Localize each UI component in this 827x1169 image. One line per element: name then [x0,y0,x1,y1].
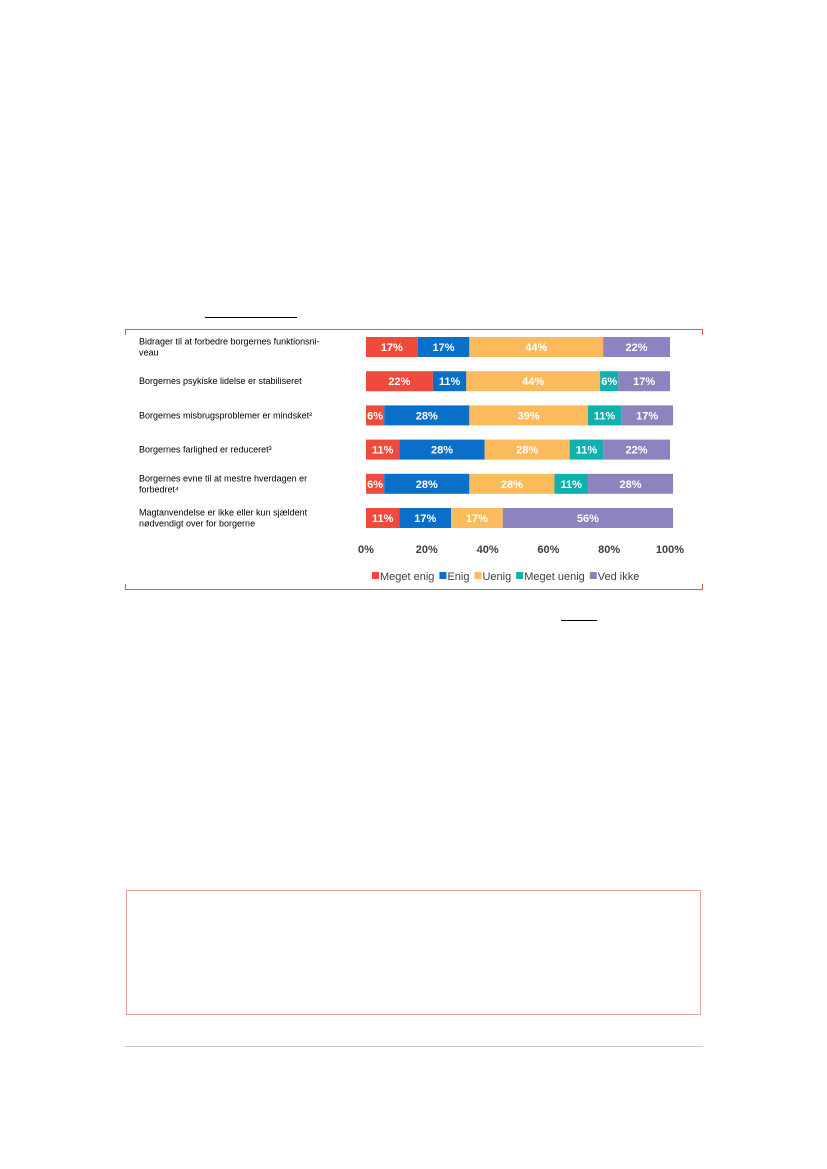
legend-label: Ved ikke [597,571,640,583]
bar-value-label: 17% [633,376,656,389]
category-label: Borgernes evne til at mestre hverdagen er [139,473,308,484]
legend-swatch [590,572,597,579]
bar-value-label: 56% [576,513,599,525]
x-tick-label: 100% [655,544,685,556]
category-label: Magtanvendelse er ikke eller kun sjældent [139,507,308,518]
category-label: forbedret⁴ [139,484,179,495]
stacked-bar-chart [125,332,705,587]
category-label: veau [139,347,159,358]
rule-tick [702,584,703,590]
legend-label: Meget uenig [524,571,585,583]
bar-value-label: 11% [438,376,461,389]
bar-value-label: 28% [415,410,438,423]
legend-swatch [516,572,523,579]
legend-label: Enig [447,571,470,583]
legend-swatch [372,572,379,579]
bar-value-label: 22% [388,376,411,389]
category-label: Borgernes misbrugsproblemer er mindsket² [139,410,313,421]
bar-value-label: 17% [414,513,437,525]
category-label: Borgernes psykiske lidelse er stabiliseret [139,376,302,387]
info-box [126,890,701,1015]
figure-top-rule [125,329,703,330]
bar-value-label: 11% [593,410,616,423]
bar-value-label: 22% [625,342,648,354]
footer-rule [125,1046,703,1047]
category-label: Bidrager til at forbedre borgernes funktionsni- [139,336,320,347]
bar-value-label: 17% [380,342,403,354]
bar-value-label: 28% [500,478,523,491]
bar-value-label: 11% [560,478,582,491]
legend-swatch [439,572,446,579]
category-label: nødvendigt over for borgerne [139,518,256,529]
x-tick-label: 0% [358,544,374,556]
bar-value-label: 11% [372,444,394,457]
bar-value-label: 28% [430,444,454,457]
legend-swatch [474,572,481,579]
figure-bottom-rule [125,589,703,590]
bar-value-label: 28% [619,478,642,491]
legend-label: Uenig [482,571,512,583]
bar-value-label: 6% [367,410,384,423]
bar-value-label: 6% [367,478,384,491]
x-tick-label: 20% [415,544,438,556]
bar-value-label: 44% [525,342,548,354]
rule-tick [125,584,126,590]
bar-value-label: 28% [415,478,438,491]
bar-value-label: 28% [516,444,539,457]
bar-value-label: 11% [575,444,598,457]
legend-label: Meget enig [380,571,435,583]
bar-value-label: 44% [522,376,545,389]
link-underline [561,620,597,621]
bar-value-label: 17% [432,342,455,354]
category-label: Borgernes farlighed er reduceret³ [139,444,272,455]
bar-value-label: 17% [636,410,659,423]
x-tick-label: 80% [598,544,621,556]
bar-value-label: 6% [601,376,618,389]
x-tick-label: 40% [476,544,499,556]
x-tick-label: 60% [537,544,560,556]
bar-value-label: 22% [625,444,648,457]
heading-underline [205,317,297,318]
bar-value-label: 11% [372,513,394,525]
bar-value-label: 17% [465,513,488,525]
bar-value-label: 39% [517,410,540,423]
